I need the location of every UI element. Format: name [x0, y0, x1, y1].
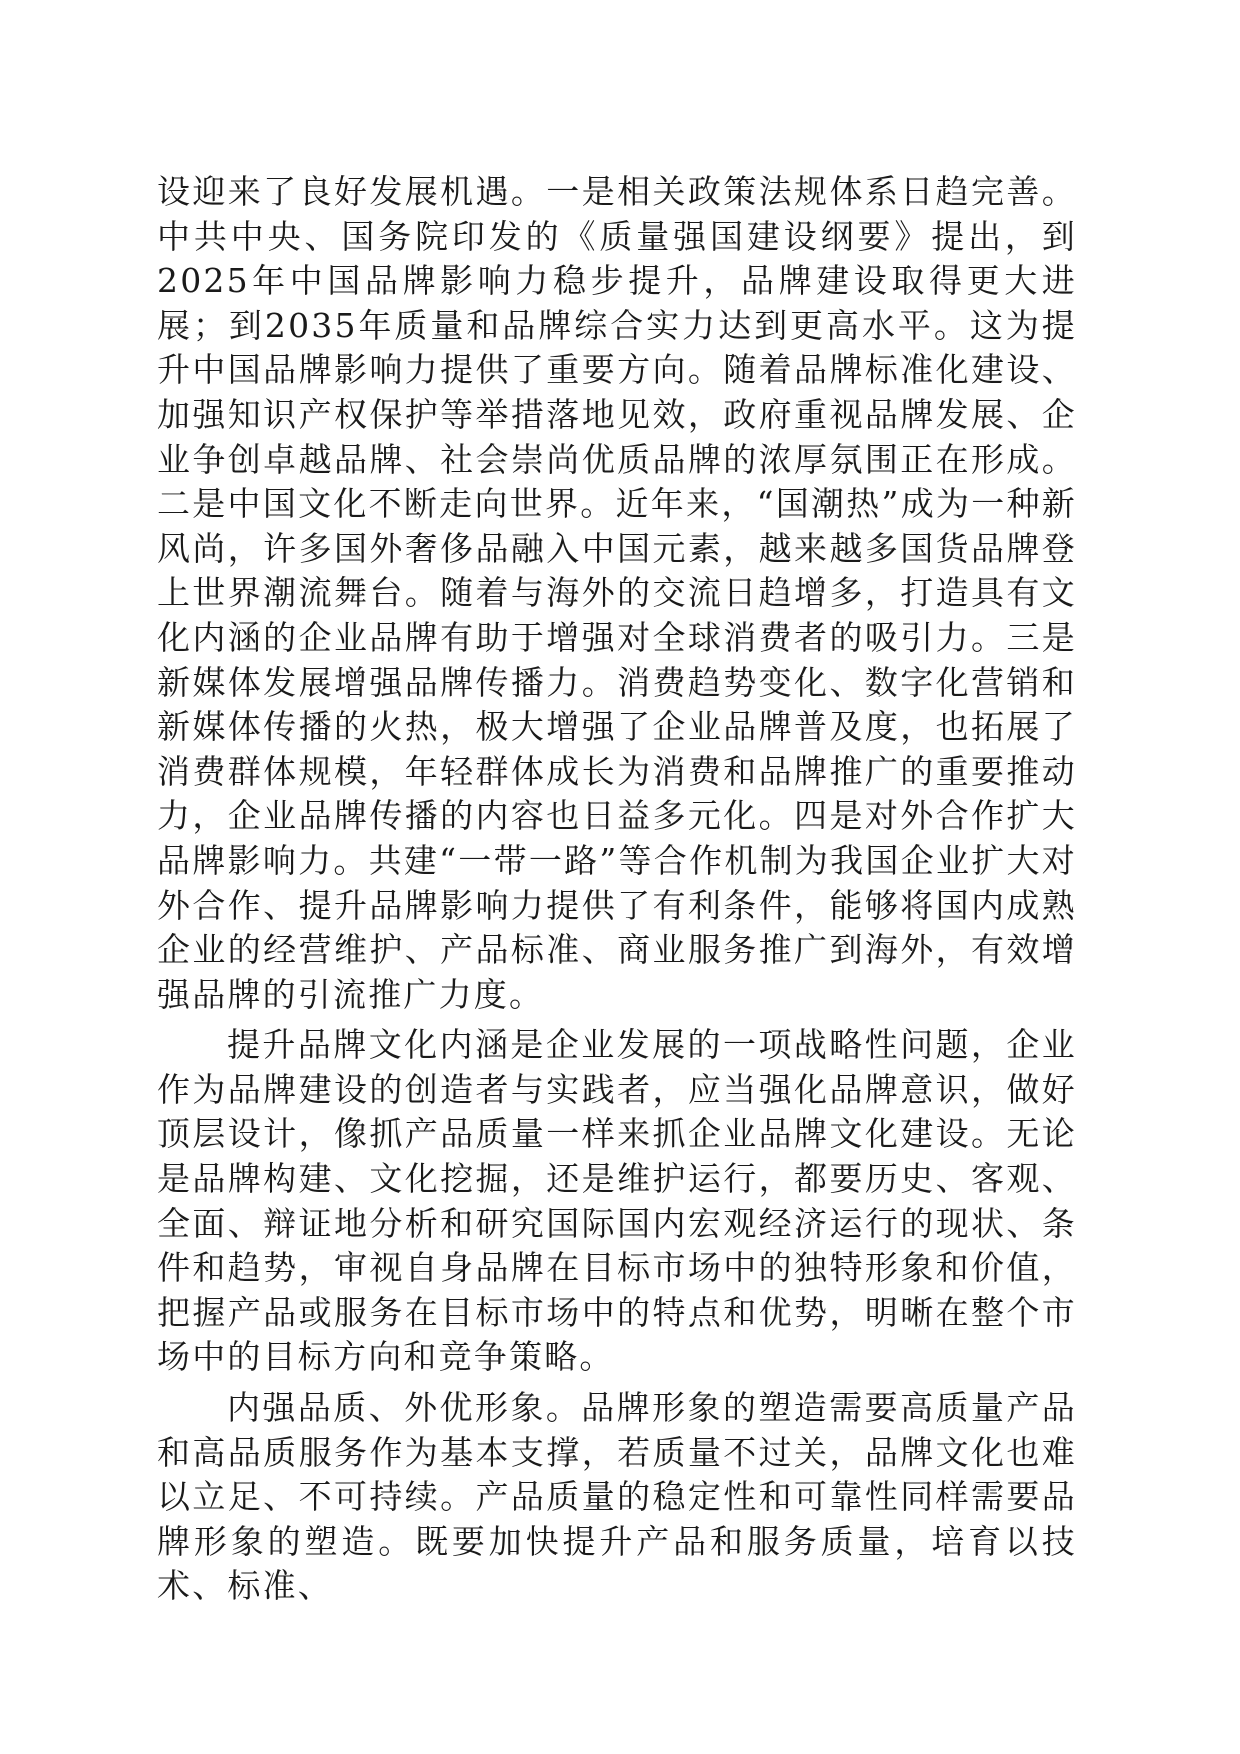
paragraph-quality-and-image: 内强品质、外优形象。品牌形象的塑造需要高质量产品和高品质服务作为基本支撑，若质量不过关，品牌文化也难以立足、不可持续。产品质量的稳定性和可靠性同样需要品牌形象的塑造。既要加快提升产品和服务质量，培育以技术、标准、	[157, 1388, 1077, 1606]
paragraph-brand-culture-strategy: 提升品牌文化内涵是企业发展的一项战略性问题，企业作为品牌建设的创造者与实践者，应当强化品牌意识，做好顶层设计，像抓产品质量一样来抓企业品牌文化建设。无论是品牌构建、文化挖掘，还是维护运行，都要历史、客观、全面、辩证地分析和研究国际国内宏观经济运行的现状、条件和趋势，审视自身品牌在目标市场中的独特形象和价值，把握产品或服务在目标市场中的特点和优势，明晰在整个市场中的目标方向和竞争策略。	[157, 1025, 1077, 1377]
document-body	[157, 170, 1077, 1609]
paragraph-brand-opportunities: 设迎来了良好发展机遇。一是相关政策法规体系日趋完善。中共中央、国务院印发的《质量强国建设纲要》提出，到2025年中国品牌影响力稳步提升，品牌建设取得更大进展；到2035年质量和品牌综合实力达到更高水平。这为提升中国品牌影响力提供了重要方向。随着品牌标准化建设、加强知识产权保护等举措落地见效，政府重视品牌发展、企业争创卓越品牌、社会崇尚优质品牌的浓厚氛围正在形成。二是中国文化不断走向世界。近年来，“国潮热”成为一种新风尚，许多国外奢侈品融入中国元素，越来越多国货品牌登上世界潮流舞台。随着与海外的交流日趋增多，打造具有文化内涵的企业品牌有助于增强对全球消费者的吸引力。三是新媒体发展增强品牌传播力。消费趋势变化、数字化营销和新媒体传播的火热，极大增强了企业品牌普及度，也拓展了消费群体规模，年轻群体成长为消费和品牌推广的重要推动力，企业品牌传播的内容也日益多元化。四是对外合作扩大品牌影响力。共建“一带一路”等合作机制为我国企业扩大对外合作、提升品牌影响力提供了有利条件，能够将国内成熟企业的经营维护、产品标准、商业服务推广到海外，有效增强品牌的引流推广力度。	[157, 172, 1077, 1014]
